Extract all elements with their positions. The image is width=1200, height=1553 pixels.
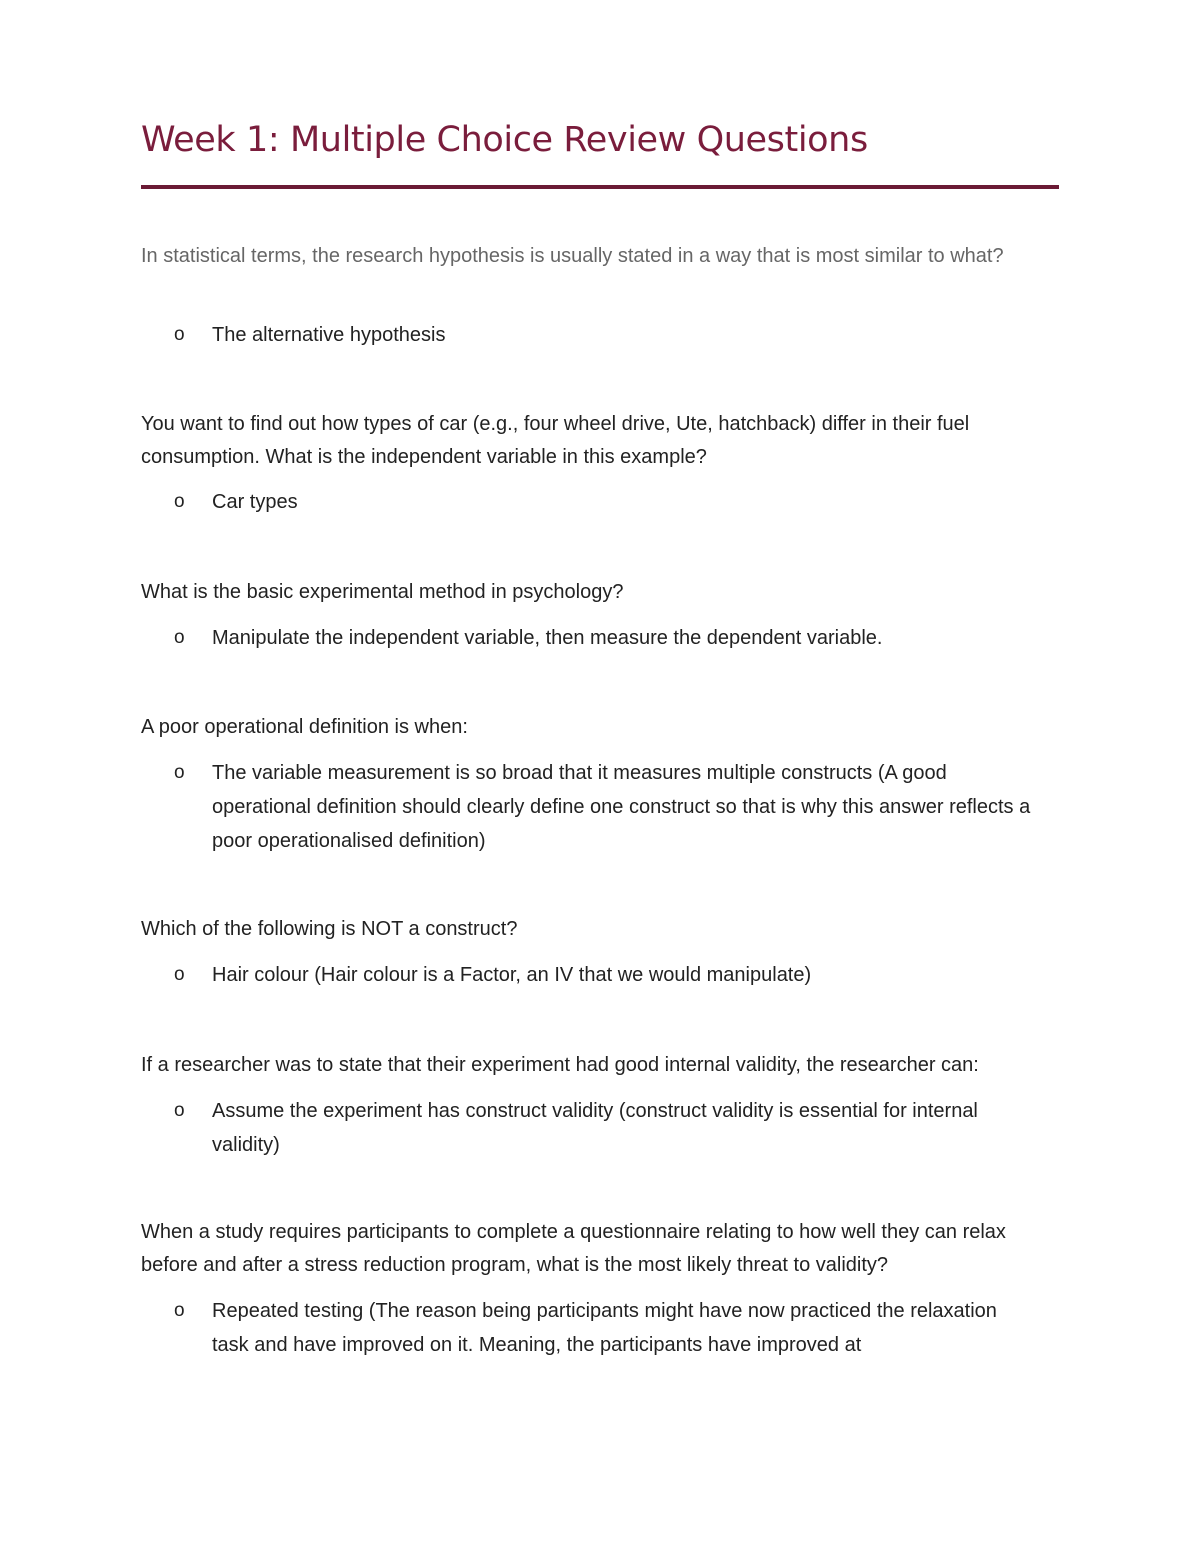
bullet-icon: o — [174, 964, 185, 985]
answer-2 — [174, 485, 1034, 519]
answer-3-text: Manipulate the independent variable, then measure the dependent variable. — [212, 627, 883, 649]
bullet-icon: o — [174, 1100, 185, 1121]
answer-6-text: Assume the experiment has construct validity (construct validity is essential for internal validity) — [212, 1100, 978, 1156]
bullet-icon: o — [174, 762, 185, 783]
answer-7-text: Repeated testing (The reason being participants might have now practiced the relaxation task and have improved on it. Meaning, the participants have improved at — [212, 1300, 997, 1356]
answer-6 — [174, 1094, 1034, 1162]
question-2: You want to find out how types of car (e.g., four wheel drive, Ute, hatchback) differ in their fuel consumption. What is the independent variable in this example? — [141, 413, 970, 468]
question-1: In statistical terms, the research hypothesis is usually stated in a way that is most similar to what? — [141, 245, 1004, 267]
question-5: Which of the following is NOT a construct? — [141, 918, 518, 940]
answer-5 — [174, 958, 1034, 992]
answer-3 — [174, 621, 1034, 655]
bullet-icon: o — [174, 627, 185, 648]
answer-2-text: Car types — [212, 491, 298, 513]
answer-1 — [174, 318, 1034, 352]
title-divider — [141, 185, 1059, 189]
page-title: Week 1: Multiple Choice Review Questions — [141, 120, 868, 160]
bullet-icon: o — [174, 491, 185, 512]
question-7: When a study requires participants to complete a questionnaire relating to how well they can relax before and after a stress reduction program, what is the most likely threat to validity? — [141, 1221, 1006, 1276]
answer-4-text: The variable measurement is so broad that it measures multiple constructs (A good operational definition should clearly define one construct so that is why this answer reflects a poor operationalised definition) — [212, 762, 1031, 852]
answer-4 — [174, 756, 1034, 858]
question-3: What is the basic experimental method in psychology? — [141, 581, 624, 603]
question-4: A poor operational definition is when: — [141, 716, 468, 738]
answer-1-text: The alternative hypothesis — [212, 324, 446, 346]
answer-7 — [174, 1294, 1034, 1362]
question-6: If a researcher was to state that their experiment had good internal validity, the researcher can: — [141, 1054, 979, 1076]
bullet-icon: o — [174, 324, 185, 345]
answer-5-text: Hair colour (Hair colour is a Factor, an IV that we would manipulate) — [212, 964, 812, 986]
bullet-icon: o — [174, 1300, 185, 1321]
